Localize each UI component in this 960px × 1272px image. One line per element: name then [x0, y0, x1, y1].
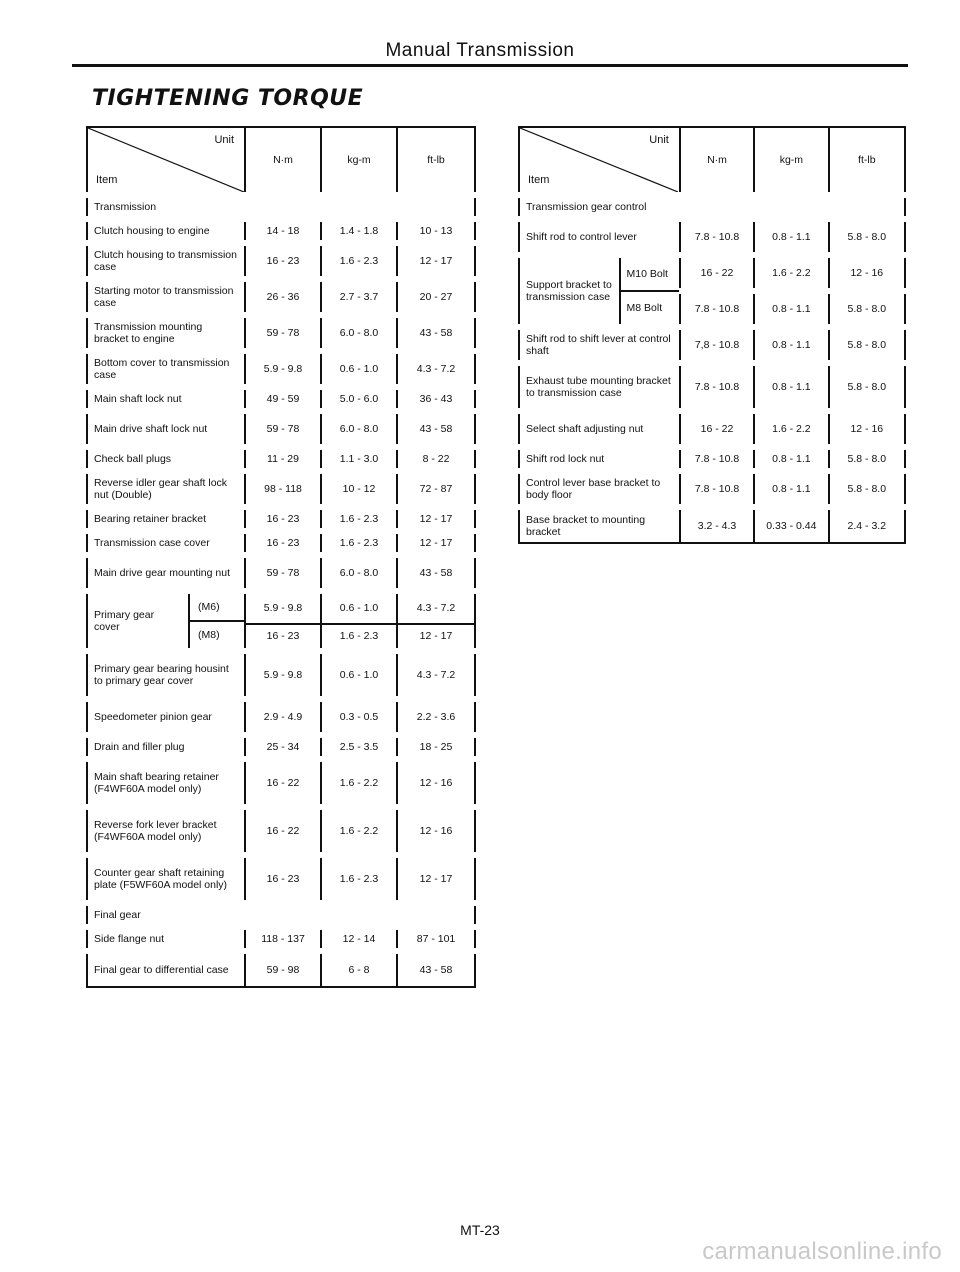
table-row — [87, 735, 475, 759]
table-row — [87, 927, 475, 951]
nm-cell: 11 - 29 — [245, 447, 321, 471]
kgm-cell: 0.8 - 1.1 — [754, 327, 828, 363]
kgm-cell: 0.8 - 1.1 — [754, 291, 828, 327]
item-cell: Primary gear bearing housint to primary gear cover — [87, 651, 245, 699]
nm-cell: 59 - 98 — [245, 951, 321, 987]
nm-cell: 7.8 - 10.8 — [680, 363, 754, 411]
kgm-cell: 0.6 - 1.0 — [321, 651, 397, 699]
col-header-nm: N·m — [680, 127, 754, 195]
ftlb-cell: 5.8 - 8.0 — [829, 327, 905, 363]
nm-cell: 7.8 - 10.8 — [680, 447, 754, 471]
item-cell: Shift rod to shift lever at control shaft — [519, 327, 680, 363]
kgm-cell: 0.8 - 1.1 — [754, 471, 828, 507]
table-row — [87, 387, 475, 411]
ftlb-cell: 20 - 27 — [397, 279, 475, 315]
ftlb-cell: 2.4 - 3.2 — [829, 507, 905, 543]
table-row — [87, 651, 475, 699]
item-label: Item — [528, 174, 550, 186]
kgm-cell: 0.8 - 1.1 — [754, 447, 828, 471]
table-row — [87, 471, 475, 507]
item-cell: Clutch housing to engine — [87, 219, 245, 243]
ftlb-cell: 12 - 17 — [397, 243, 475, 279]
group-row — [519, 195, 905, 219]
kgm-cell: 0.3 - 0.5 — [321, 699, 397, 735]
kgm-cell: 1.1 - 3.0 — [321, 447, 397, 471]
kgm-cell: 1.6 - 2.2 — [754, 411, 828, 447]
nm-cell: 59 - 78 — [245, 555, 321, 591]
nm-cell: 5.9 - 9.8 — [245, 351, 321, 387]
nm-cell: 2.9 - 4.9 — [245, 699, 321, 735]
table-row — [519, 471, 905, 507]
group-row — [87, 903, 475, 927]
table-row — [87, 243, 475, 279]
nm-cell: 26 - 36 — [245, 279, 321, 315]
kgm-cell: 6.0 - 8.0 — [321, 411, 397, 447]
ftlb-cell: 12 - 17 — [397, 531, 475, 555]
item-cell: Starting motor to transmission case — [87, 279, 245, 315]
ftlb-cell: 43 - 58 — [397, 951, 475, 987]
kgm-cell: 1.6 - 2.3 — [321, 855, 397, 903]
table-header-row — [87, 127, 475, 195]
item-cell: Base bracket to mounting bracket — [519, 507, 680, 543]
table-row — [519, 411, 905, 447]
nm-cell: 16 - 23 — [245, 531, 321, 555]
ftlb-cell: 10 - 13 — [397, 219, 475, 243]
ftlb-cell: 72 - 87 — [397, 471, 475, 507]
item-cell: Speedometer pinion gear — [87, 699, 245, 735]
unit-item-header-cell — [519, 127, 680, 195]
ftlb-cell: 36 - 43 — [397, 387, 475, 411]
kgm-cell: 1.6 - 2.3 — [321, 531, 397, 555]
item-cell: Final gear to differential case — [87, 951, 245, 987]
nm-cell: 16 - 23 — [245, 855, 321, 903]
unit-label: Unit — [649, 134, 669, 146]
ftlb-cell: 12 - 16 — [397, 807, 475, 855]
page-number: MT-23 — [460, 1222, 500, 1238]
nm-cell: 59 - 78 — [245, 411, 321, 447]
section-title: TIGHTENING TORQUE — [92, 86, 364, 111]
ftlb-cell: 5.8 - 8.0 — [829, 471, 905, 507]
unit-label: Unit — [214, 134, 234, 146]
item-cell: Clutch housing to transmission case — [87, 243, 245, 279]
page-header-title: Manual Transmission — [385, 40, 575, 61]
kgm-cell: 2.5 - 3.5 — [321, 735, 397, 759]
item-cell: Shift rod to control lever — [519, 219, 680, 255]
item-cell: Reverse idler gear shaft lock nut (Double) — [87, 471, 245, 507]
ftlb-cell: 4.3 - 7.2 — [397, 651, 475, 699]
item-cell: Counter gear shaft retaining plate (F5WF60A model only) — [87, 855, 245, 903]
item-cell: Transmission mounting bracket to engine — [87, 315, 245, 351]
table-row — [87, 807, 475, 855]
item-cell: Side flange nut — [87, 927, 245, 951]
table-row — [87, 555, 475, 591]
sub-item-m10: M10 Bolt — [620, 255, 680, 291]
table-row — [519, 219, 905, 255]
ftlb-cell: 12 - 17 — [397, 624, 475, 652]
item-cell: Shift rod lock nut — [519, 447, 680, 471]
nm-cell: 14 - 18 — [245, 219, 321, 243]
ftlb-cell: 43 - 58 — [397, 555, 475, 591]
kgm-cell: 0.8 - 1.1 — [754, 363, 828, 411]
ftlb-cell: 87 - 101 — [397, 927, 475, 951]
table-row — [87, 351, 475, 387]
item-label: Primary gear cover — [94, 609, 155, 633]
group-label-final-gear: Final gear — [87, 903, 475, 927]
item-cell: Check ball plugs — [87, 447, 245, 471]
kgm-cell: 1.6 - 2.2 — [321, 759, 397, 807]
nm-cell: 16 - 23 — [245, 624, 321, 652]
kgm-cell: 12 - 14 — [321, 927, 397, 951]
table-row — [87, 507, 475, 531]
ftlb-cell: 5.8 - 8.0 — [829, 447, 905, 471]
item-cell: Control lever base bracket to body floor — [519, 471, 680, 507]
item-cell: Drain and filler plug — [87, 735, 245, 759]
kgm-cell: 1.6 - 2.3 — [321, 243, 397, 279]
col-header-kgm: kg-m — [321, 127, 397, 195]
item-cell: Main drive gear mounting nut — [87, 555, 245, 591]
nm-cell: 59 - 78 — [245, 315, 321, 351]
col-header-ftlb: ft-lb — [397, 127, 475, 195]
item-label: Item — [96, 174, 118, 186]
nm-cell: 118 - 137 — [245, 927, 321, 951]
table-row — [87, 447, 475, 471]
table-row — [87, 411, 475, 447]
ftlb-cell: 18 - 25 — [397, 735, 475, 759]
kgm-cell: 1.6 - 2.3 — [321, 507, 397, 531]
ftlb-cell: 12 - 17 — [397, 507, 475, 531]
kgm-cell: 1.6 - 2.3 — [321, 624, 397, 652]
table-row — [519, 255, 905, 291]
kgm-cell: 6 - 8 — [321, 951, 397, 987]
watermark-text: carmanualsonline.info — [702, 1238, 942, 1265]
ftlb-cell: 5.8 - 8.0 — [829, 291, 905, 327]
nm-cell: 98 - 118 — [245, 471, 321, 507]
kgm-cell: 2.7 - 3.7 — [321, 279, 397, 315]
table-row — [87, 279, 475, 315]
ftlb-cell: 2.2 - 3.6 — [397, 699, 475, 735]
table-row — [87, 591, 475, 624]
table-row — [87, 759, 475, 807]
nm-cell: 7.8 - 10.8 — [680, 471, 754, 507]
torque-table-left — [86, 126, 476, 988]
ftlb-cell: 43 - 58 — [397, 315, 475, 351]
torque-table-right — [518, 126, 906, 544]
kgm-cell: 1.6 - 2.2 — [321, 807, 397, 855]
item-cell: Main shaft bearing retainer (F4WF60A model only) — [87, 759, 245, 807]
ftlb-cell: 12 - 17 — [397, 855, 475, 903]
nm-cell: 16 - 22 — [245, 807, 321, 855]
nm-cell: 7.8 - 10.8 — [680, 291, 754, 327]
item-cell: Transmission case cover — [87, 531, 245, 555]
group-label-transmission: Transmission — [87, 195, 475, 219]
item-cell: Reverse fork lever bracket (F4WF60A model only) — [87, 807, 245, 855]
nm-cell: 7.8 - 10.8 — [680, 219, 754, 255]
table-row — [87, 531, 475, 555]
ftlb-cell: 12 - 16 — [829, 255, 905, 291]
table-row — [519, 447, 905, 471]
nm-cell: 16 - 22 — [680, 411, 754, 447]
item-cell: Bottom cover to transmission case — [87, 351, 245, 387]
table-header-row — [519, 127, 905, 195]
item-cell: Main drive shaft lock nut — [87, 411, 245, 447]
kgm-cell: 6.0 - 8.0 — [321, 555, 397, 591]
ftlb-cell: 8 - 22 — [397, 447, 475, 471]
kgm-cell: 0.33 - 0.44 — [754, 507, 828, 543]
kgm-cell: 5.0 - 6.0 — [321, 387, 397, 411]
col-header-ftlb: ft-lb — [829, 127, 905, 195]
kgm-cell: 0.8 - 1.1 — [754, 219, 828, 255]
ftlb-cell: 12 - 16 — [397, 759, 475, 807]
nm-cell: 49 - 59 — [245, 387, 321, 411]
header-rule — [72, 64, 908, 67]
ftlb-cell: 4.3 - 7.2 — [397, 591, 475, 624]
nm-cell: 16 - 22 — [245, 759, 321, 807]
sub-item-m8: (M8) — [198, 629, 220, 641]
sub-item-m8: M8 Bolt — [620, 291, 680, 327]
unit-item-header-cell — [87, 127, 245, 195]
group-label-gear-control: Transmission gear control — [519, 195, 905, 219]
kgm-cell: 0.6 - 1.0 — [321, 351, 397, 387]
kgm-cell: 1.6 - 2.2 — [754, 255, 828, 291]
item-cell: Exhaust tube mounting bracket to transmission case — [519, 363, 680, 411]
ftlb-cell: 43 - 58 — [397, 411, 475, 447]
nm-cell: 25 - 34 — [245, 735, 321, 759]
nm-cell: 5.9 - 9.8 — [245, 651, 321, 699]
nm-cell: 5.9 - 9.8 — [245, 591, 321, 624]
ftlb-cell: 12 - 16 — [829, 411, 905, 447]
nm-cell: 7,8 - 10.8 — [680, 327, 754, 363]
table-row — [87, 219, 475, 243]
table-row — [519, 327, 905, 363]
table-row — [87, 699, 475, 735]
kgm-cell: 6.0 - 8.0 — [321, 315, 397, 351]
group-row — [87, 195, 475, 219]
kgm-cell: 10 - 12 — [321, 471, 397, 507]
table-row — [87, 855, 475, 903]
nm-cell: 16 - 22 — [680, 255, 754, 291]
ftlb-cell: 4.3 - 7.2 — [397, 351, 475, 387]
ftlb-cell: 5.8 - 8.0 — [829, 363, 905, 411]
nm-cell: 16 - 23 — [245, 507, 321, 531]
table-row — [87, 951, 475, 987]
table-row — [87, 315, 475, 351]
item-cell: Support bracket to transmission case — [519, 255, 620, 327]
table-row — [519, 507, 905, 543]
item-cell: Bearing retainer bracket — [87, 507, 245, 531]
col-header-kgm: kg-m — [754, 127, 828, 195]
ftlb-cell: 5.8 - 8.0 — [829, 219, 905, 255]
table-row — [519, 363, 905, 411]
item-cell: Main shaft lock nut — [87, 387, 245, 411]
item-cell: Select shaft adjusting nut — [519, 411, 680, 447]
kgm-cell: 0.6 - 1.0 — [321, 591, 397, 624]
nm-cell: 16 - 23 — [245, 243, 321, 279]
sub-item-m6: (M6) — [190, 594, 244, 622]
item-cell — [87, 591, 245, 651]
nm-cell: 3.2 - 4.3 — [680, 507, 754, 543]
col-header-nm: N·m — [245, 127, 321, 195]
kgm-cell: 1.4 - 1.8 — [321, 219, 397, 243]
